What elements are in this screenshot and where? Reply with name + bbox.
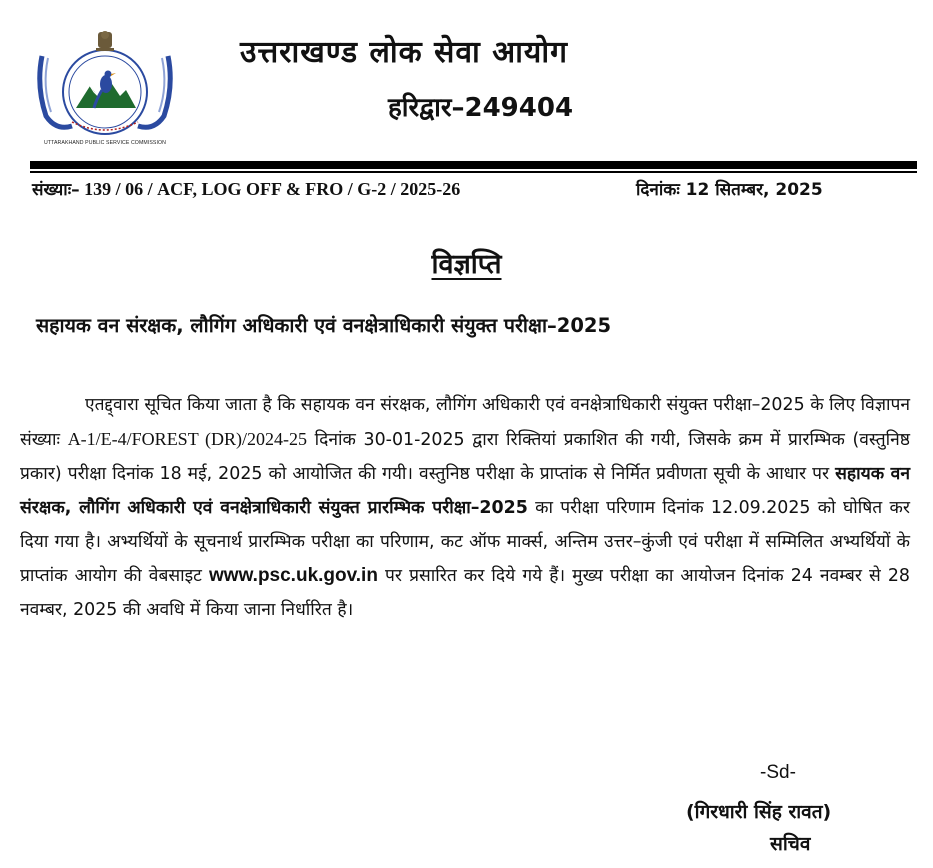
reference-date: दिनांकः 12 सितम्बर, 2025 <box>636 180 823 200</box>
signatory-name: (गिरधारी सिंह रावत) <box>686 801 832 823</box>
notice-title: विज्ञप्ति <box>431 249 502 280</box>
notice-title-wrap <box>0 244 933 281</box>
signatory-designation: सचिव <box>770 833 811 855</box>
reference-number-value: 139 / 06 / ACF, LOG OFF & FRO / G-2 / 2025-26 <box>79 179 461 199</box>
logo-caption: UTTARAKHAND PUBLIC SERVICE COMMISSION <box>44 140 166 146</box>
advertisement-date: 30-01-2025 <box>363 430 465 450</box>
advertisement-number: A-1/E-4/FOREST (DR)/2024-25 <box>67 429 307 449</box>
reference-number <box>32 177 460 200</box>
body-part-2: दिनांक <box>306 430 364 450</box>
organization-address: हरिद्वार–249404 <box>388 93 574 123</box>
header-divider-thin <box>30 171 917 173</box>
notice-subject: सहायक वन संरक्षक, लौगिंग अधिकारी एवं वनक्षेत्राधिकारी संयुक्त परीक्षा–2025 <box>36 314 612 337</box>
header-divider-thick <box>30 161 917 169</box>
commission-emblem-icon <box>32 26 178 150</box>
organization-name: उत्तराखण्ड लोक सेवा आयोग <box>240 35 568 70</box>
body-part-1: एतद्द्वारा सूचित किया जाता है कि सहायक वन संरक्षक, लौगिंग अधिकारी एवं वनक्षेत्राधिकारी संयुक्त परीक्षा–2025 के लिए विज्ञापन संख्याः <box>20 395 910 450</box>
body-part-5: पर प्रसारित कर दिये गये हैं। मुख्य परीक्षा का आयोजन दिनांक 24 नवम्बर से 28 नवम्बर, 2025 की अवधि में किया जाना निर्धारित है। <box>20 566 910 620</box>
signature-sd: -Sd- <box>760 762 796 783</box>
website-link[interactable]: www.psc.uk.gov.in <box>209 565 378 586</box>
reference-number-prefix: संख्याः– <box>32 180 80 200</box>
body-part-3: द्वारा रिक्तियां प्रकाशित की गयी, जिसके क्रम में प्रारम्भिक (वस्तुनिष्ठ प्रकार) परीक्षा दिनांक 18 मई, 2025 को आयोजित की गयी। वस्तुनिष्ठ परीक्षा के प्राप्तांक से निर्मित प्रवीणता सूची के आधार पर <box>20 430 911 484</box>
body-part-4: का परीक्षा परिणाम दिनांक 12.09.2025 को घोषित कर दिया गया है। अभ्यर्थियों के सूचनार्थ प्रारम्भिक परीक्षा का परिणाम, कट ऑफ मार्क्स, अन्तिम उत्तर–कुंजी एवं परीक्षा में सम्मिलित अभ्यर्थियों के प्राप्तांक आयोग की वेबसाइट <box>20 498 910 586</box>
notice-body <box>20 388 910 627</box>
exam-name-bold: सहायक वन संरक्षक, लौगिंग अधिकारी एवं वनक्षेत्राधिकारी संयुक्त प्रारम्भिक परीक्षा–2025 <box>20 464 910 518</box>
